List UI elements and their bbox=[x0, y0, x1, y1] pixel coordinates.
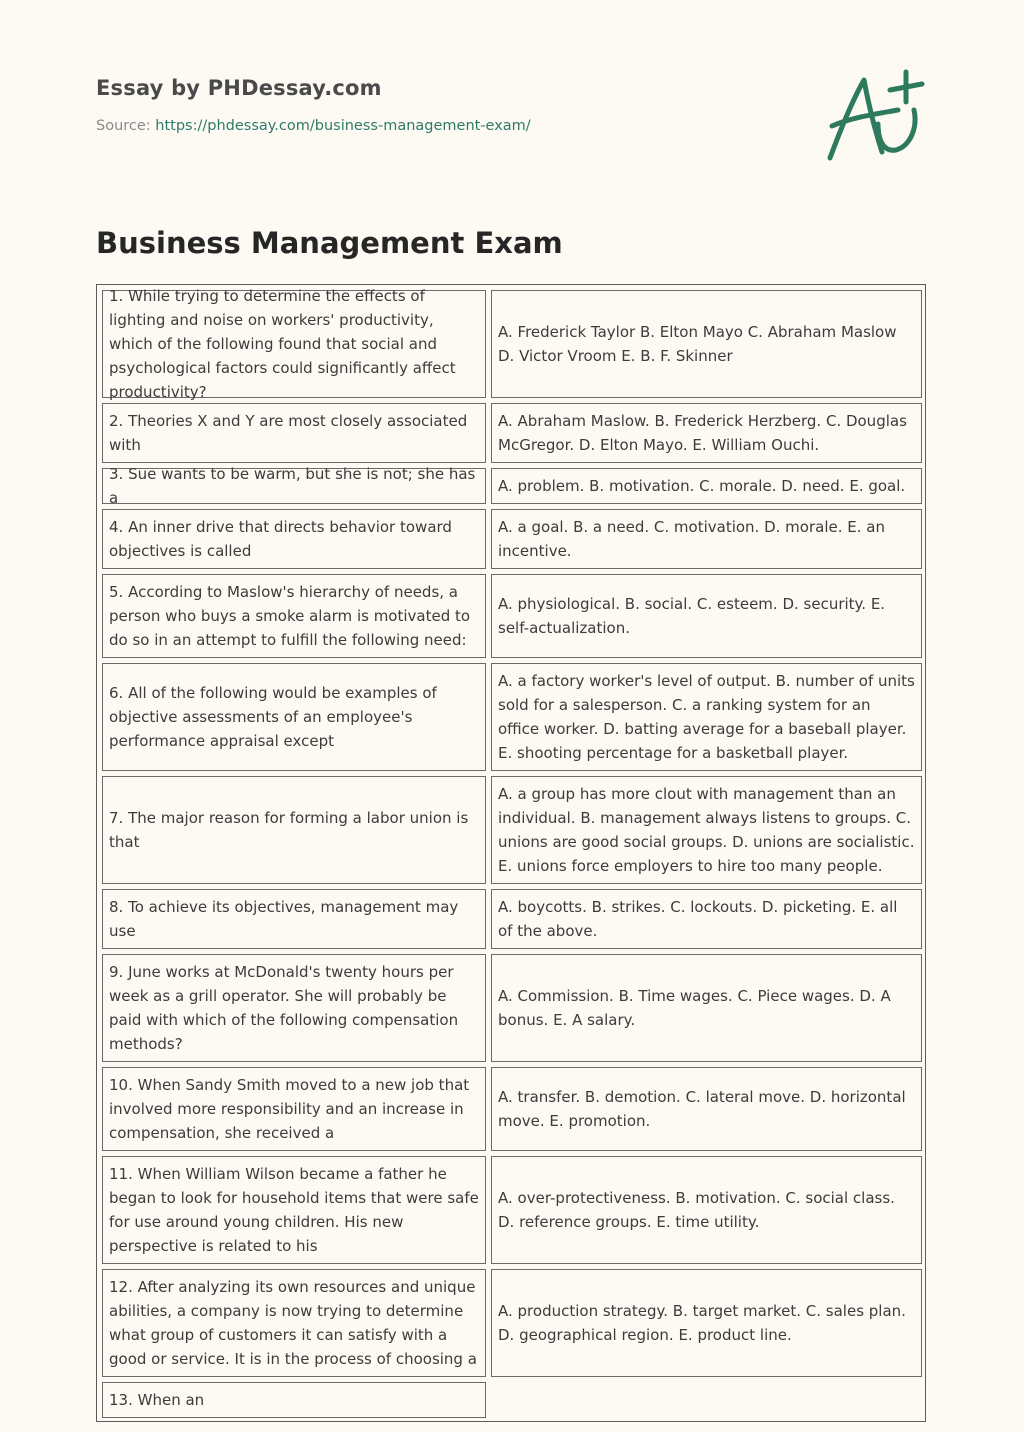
question-text: 12. After analyzing its own resources and unique abilities, a company is now trying to determine what group of customers it can satisfy with a good or service. It is in the process of choosing a bbox=[109, 1278, 477, 1368]
question-cell bbox=[102, 403, 486, 463]
answer-text: A. physiological. B. social. C. esteem. D. security. E. self-actualization. bbox=[498, 595, 886, 637]
question-text: 8. To achieve its objectives, management may use bbox=[109, 898, 459, 940]
question-cell bbox=[102, 776, 486, 884]
table-row bbox=[102, 954, 922, 1062]
question-text: 6. All of the following would be examples of objective assessments of an employee's performance appraisal except bbox=[109, 684, 437, 750]
answer-cell bbox=[491, 663, 922, 771]
question-cell bbox=[102, 1269, 486, 1377]
question-text: 4. An inner drive that directs behavior toward objectives is called bbox=[109, 518, 452, 560]
answer-cell bbox=[491, 1269, 922, 1377]
a-plus-logo-icon bbox=[820, 66, 930, 166]
question-cell bbox=[102, 1382, 486, 1418]
question-cell bbox=[102, 889, 486, 949]
question-text: 13. When an bbox=[109, 1391, 205, 1409]
table-row bbox=[102, 1156, 922, 1264]
answer-text: A. a group has more clout with management than an individual. B. management always listens to groups. C. unions are good social groups. D. unions are socialistic. E. unions force employers to hire too many people. bbox=[498, 785, 915, 875]
answer-cell bbox=[491, 468, 922, 504]
table-row bbox=[102, 574, 922, 658]
answer-cell bbox=[491, 290, 922, 398]
table-row bbox=[102, 1269, 922, 1377]
brand-title: Essay by PHDessay.com bbox=[96, 76, 382, 100]
question-text: 9. June works at McDonald's twenty hours per week as a grill operator. She will probably be paid with which of the following compensation methods? bbox=[109, 963, 459, 1053]
answer-text: A. Commission. B. Time wages. C. Piece wages. D. A bonus. E. A salary. bbox=[498, 987, 891, 1029]
document-header bbox=[96, 76, 531, 134]
table-row bbox=[102, 509, 922, 569]
answer-text: A. production strategy. B. target market. C. sales plan. D. geographical region. E. product line. bbox=[498, 1302, 906, 1344]
answer-text: A. transfer. B. demotion. C. lateral move. D. horizontal move. E. promotion. bbox=[498, 1088, 906, 1130]
table-row bbox=[102, 1382, 922, 1418]
answer-cell bbox=[491, 1067, 922, 1151]
answer-text: A. boycotts. B. strikes. C. lockouts. D. picketing. E. all of the above. bbox=[498, 898, 898, 940]
question-text: 5. According to Maslow's hierarchy of needs, a person who buys a smoke alarm is motivated to do so in an attempt to fulfill the following need: bbox=[109, 583, 471, 649]
question-cell bbox=[102, 663, 486, 771]
question-cell bbox=[102, 465, 486, 507]
question-text: 10. When Sandy Smith moved to a new job that involved more responsibility and an increase in compensation, she received a bbox=[109, 1076, 470, 1142]
answer-cell bbox=[491, 776, 922, 884]
answer-text: A. a goal. B. a need. C. motivation. D. morale. E. an incentive. bbox=[498, 518, 885, 560]
table-row bbox=[102, 465, 922, 507]
source-label: Source: bbox=[96, 118, 156, 134]
question-cell bbox=[102, 287, 486, 401]
page-title: Business Management Exam bbox=[96, 226, 563, 260]
answer-text: A. Abraham Maslow. B. Frederick Herzberg. C. Douglas McGregor. D. Elton Mayo. E. William Ouchi. bbox=[498, 412, 907, 454]
answer-cell bbox=[491, 954, 922, 1062]
table-row bbox=[102, 403, 922, 463]
answer-cell bbox=[491, 574, 922, 658]
answer-cell bbox=[491, 1156, 922, 1264]
question-text: 1. While trying to determine the effects of lighting and noise on workers' productivity, which of the following found that social and psychological factors could significantly affect productivity? bbox=[109, 287, 456, 401]
answer-text: A. over-protectiveness. B. motivation. C. social class. D. reference groups. E. time utility. bbox=[498, 1189, 895, 1231]
question-cell bbox=[102, 954, 486, 1062]
question-cell bbox=[102, 574, 486, 658]
question-cell bbox=[102, 1067, 486, 1151]
table-row bbox=[102, 1067, 922, 1151]
answer-cell bbox=[491, 403, 922, 463]
answer-text: A. a factory worker's level of output. B. number of units sold for a salesperson. C. a ranking system for an office worker. D. batting average for a baseball player. E. shooting percentage for a basketball player. bbox=[498, 672, 915, 762]
exam-table bbox=[96, 284, 926, 1422]
table-row bbox=[102, 663, 922, 771]
answer-cell bbox=[491, 509, 922, 569]
answer-text: A. problem. B. motivation. C. morale. D. need. E. goal. bbox=[498, 477, 906, 495]
source-link[interactable]: https://phdessay.com/business-management-exam/ bbox=[155, 118, 531, 134]
question-text: 3. Sue wants to be warm, but she is not; she has a bbox=[109, 465, 476, 507]
table-row bbox=[102, 776, 922, 884]
question-text: 2. Theories X and Y are most closely associated with bbox=[109, 412, 468, 454]
table-row bbox=[102, 287, 922, 401]
question-cell bbox=[102, 1156, 486, 1264]
answer-cell bbox=[491, 889, 922, 949]
answer-text: A. Frederick Taylor B. Elton Mayo C. Abraham Maslow D. Victor Vroom E. B. F. Skinner bbox=[498, 323, 897, 365]
question-cell bbox=[102, 509, 486, 569]
table-row bbox=[102, 889, 922, 949]
question-text: 11. When William Wilson became a father he began to look for household items that were safe for use around young children. His new perspective is related to his bbox=[109, 1165, 479, 1255]
source-line bbox=[96, 118, 531, 134]
question-text: 7. The major reason for forming a labor union is that bbox=[109, 809, 469, 851]
